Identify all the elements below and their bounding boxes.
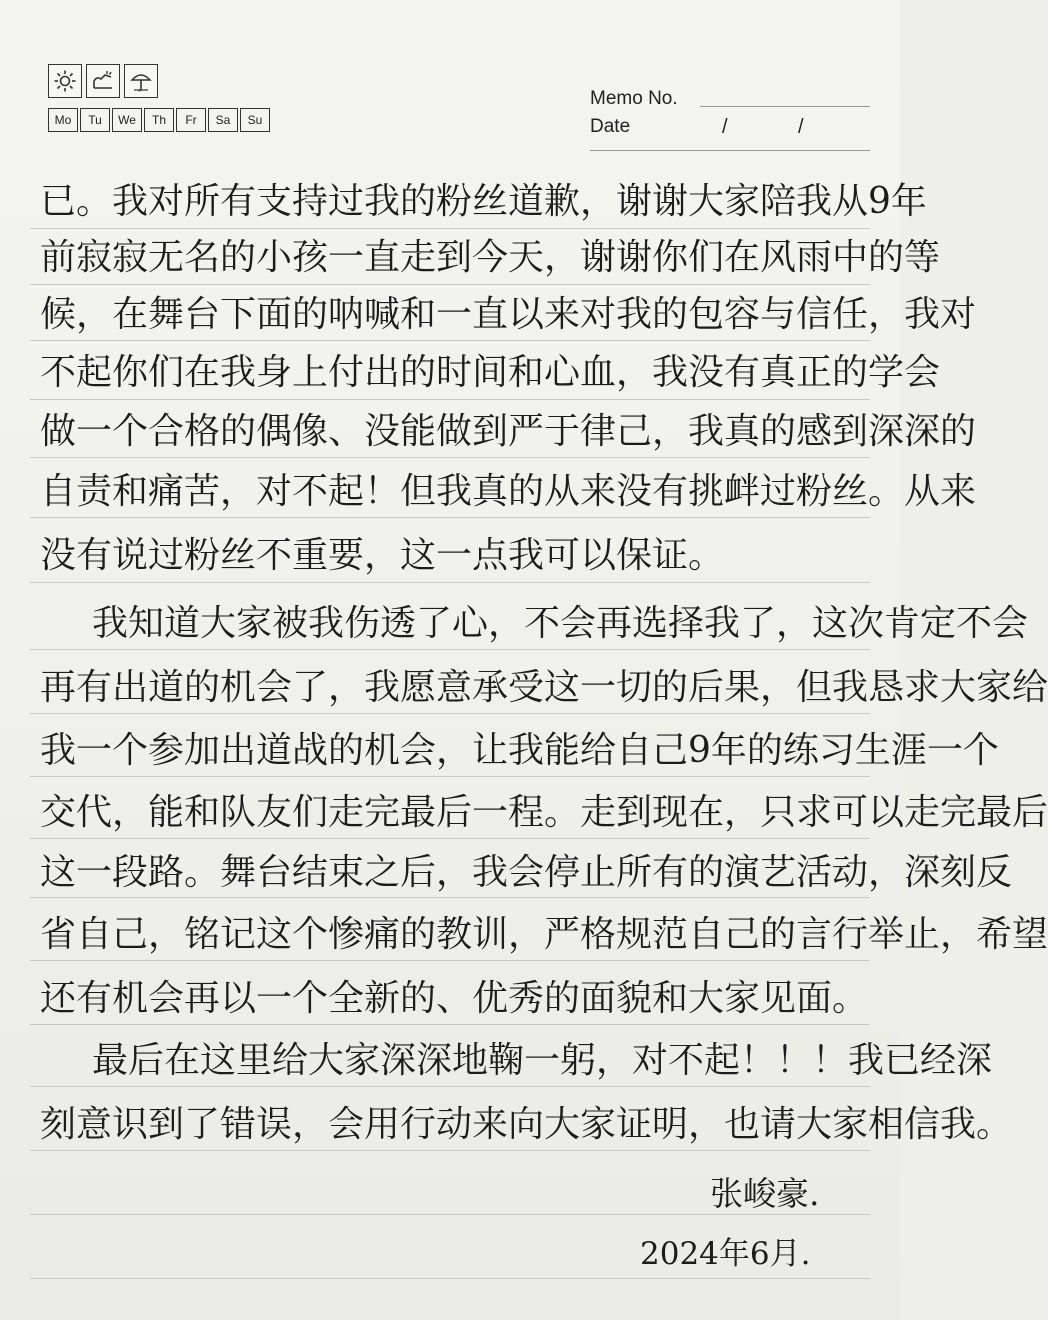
letter-line: 最后在这里给大家深深地鞠一躬，对不起！！！我已经深	[92, 1040, 993, 1081]
letter-line: 已。我对所有支持过我的粉丝道歉，谢谢大家陪我从9年	[40, 181, 927, 222]
memo-no-label: Memo No.	[590, 88, 678, 109]
day-box-fr[interactable]: Fr	[176, 108, 206, 132]
ruled-line	[30, 517, 870, 518]
letter-line: 这一段路。舞台结束之后，我会停止所有的演艺活动，深刻反	[40, 852, 1013, 893]
day-box-th[interactable]: Th	[144, 108, 174, 132]
letter-line: 省自己，铭记这个惨痛的教训，严格规范自己的言行举止，希望	[40, 914, 1048, 955]
ruled-line	[30, 228, 870, 229]
letter-line: 自责和痛苦，对不起！但我真的从来没有挑衅过粉丝。从来	[40, 471, 977, 512]
day-box-we[interactable]: We	[112, 108, 142, 132]
letter-line: 再有出道的机会了，我愿意承受这一切的后果，但我恳求大家给	[40, 667, 1048, 708]
ruled-line	[30, 582, 870, 583]
signature-date: 2024年6月.	[640, 1236, 811, 1272]
ruled-line	[30, 649, 870, 650]
date-separator: /	[798, 116, 804, 138]
date-label: Date	[590, 116, 631, 137]
date-separator: /	[722, 116, 728, 138]
day-box-mo[interactable]: Mo	[48, 108, 78, 132]
letter-line: 交代，能和队友们走完最后一程。走到现在，只求可以走完最后	[40, 792, 1048, 833]
cloud-sun-icon	[86, 64, 120, 98]
ruled-line	[30, 340, 870, 341]
day-box-su[interactable]: Su	[240, 108, 270, 132]
ruled-line	[30, 838, 870, 839]
day-box-sa[interactable]: Sa	[208, 108, 238, 132]
ruled-line	[30, 399, 870, 400]
ruled-line	[30, 960, 870, 961]
ruled-line	[30, 284, 870, 285]
letter-line: 还有机会再以一个全新的、优秀的面貌和大家见面。	[40, 978, 869, 1019]
ruled-line	[30, 713, 870, 714]
ruled-line	[30, 1278, 870, 1279]
date-field-line[interactable]	[590, 150, 870, 151]
weather-icons	[48, 64, 158, 98]
ruled-line	[30, 897, 870, 898]
ruled-line	[30, 1086, 870, 1087]
letter-line: 我知道大家被我伤透了心，不会再选择我了，这次肯定不会	[92, 603, 1029, 644]
letter-line: 不起你们在我身上付出的时间和心血，我没有真正的学会	[40, 352, 941, 393]
ruled-line	[30, 457, 870, 458]
letter-line: 候，在舞台下面的呐喊和一直以来对我的包容与信任，我对	[40, 294, 977, 335]
letter-line: 刻意识到了错误，会用行动来向大家证明，也请大家相信我。	[40, 1104, 1013, 1145]
sun-icon	[48, 64, 82, 98]
letter-line: 没有说过粉丝不重要，这一点我可以保证。	[40, 535, 725, 576]
letter-line: 前寂寂无名的小孩一直走到今天，谢谢你们在风雨中的等	[40, 237, 941, 278]
letter-line: 我一个参加出道战的机会，让我能给自己9年的练习生涯一个	[40, 730, 999, 771]
umbrella-icon	[124, 64, 158, 98]
signature: 张峻豪.	[710, 1174, 820, 1213]
weekday-selector	[48, 108, 272, 132]
memo-no-field[interactable]	[700, 106, 870, 107]
day-box-tu[interactable]: Tu	[80, 108, 110, 132]
letter-line: 做一个合格的偶像、没能做到严于律己，我真的感到深深的	[40, 411, 977, 452]
ruled-line	[30, 1150, 870, 1151]
ruled-line	[30, 776, 870, 777]
ruled-line	[30, 1024, 870, 1025]
